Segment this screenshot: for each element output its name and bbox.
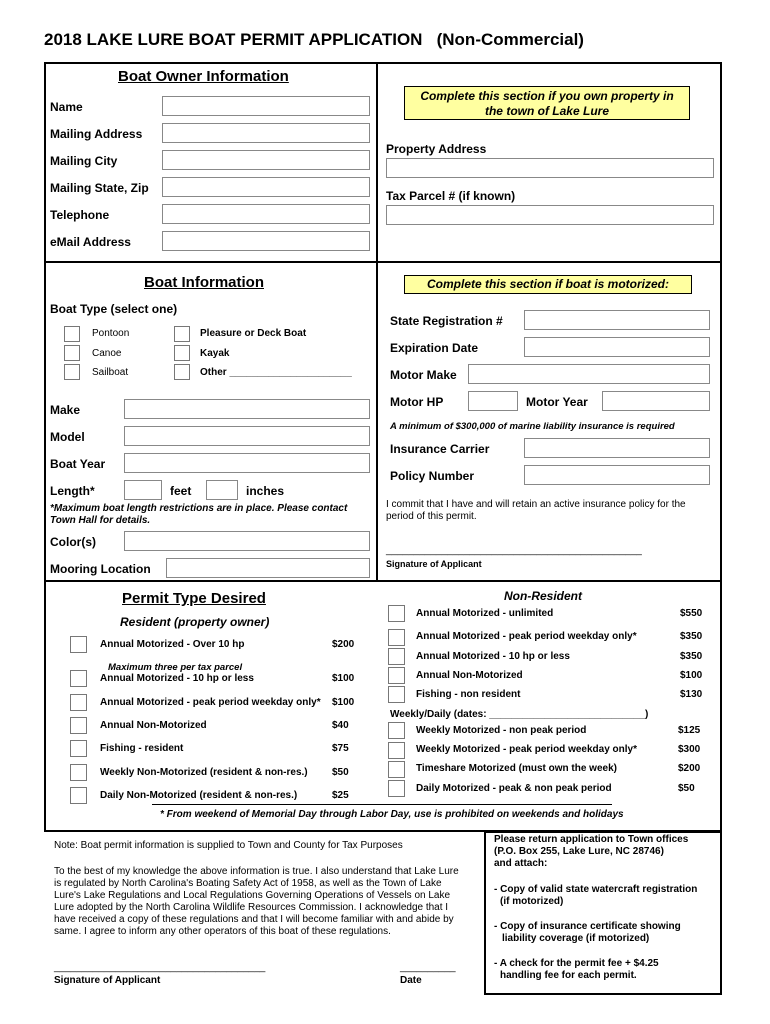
nonres-checkbox-5[interactable] (388, 686, 405, 703)
motor-hp-field[interactable] (468, 391, 518, 411)
weekly-checkbox-4[interactable] (388, 780, 405, 797)
telephone-label: Telephone (50, 208, 110, 222)
other-checkbox[interactable] (174, 364, 190, 380)
return-line-1: Please return application to Town offices (494, 834, 689, 845)
res-label-4: Annual Non-Motorized (100, 720, 207, 731)
res-price-5: $75 (332, 743, 349, 754)
res-label-7: Daily Non-Motorized (resident & non-res.) (100, 790, 298, 801)
mailing-state-zip-field[interactable] (162, 177, 370, 197)
model-field[interactable] (124, 426, 370, 446)
telephone-field[interactable] (162, 204, 370, 224)
weekly-price-3: $200 (678, 763, 701, 774)
motor-make-label: Motor Make (390, 368, 457, 382)
nonres-checkbox-1[interactable] (388, 605, 405, 622)
property-note: Complete this section if you own property in the town of Lake Lure (404, 86, 690, 120)
kayak-label: Kayak (200, 348, 230, 359)
attach-3: - A check for the permit fee + $4.25 (494, 958, 659, 969)
colors-label: Color(s) (50, 535, 96, 549)
motor-make-field[interactable] (468, 364, 710, 384)
attach-2b: liability coverage (if motorized) (502, 933, 650, 944)
bottom-sig-label: Signature of Applicant (54, 975, 161, 986)
kayak-checkbox[interactable] (174, 345, 190, 361)
canoe-checkbox[interactable] (64, 345, 80, 361)
nonres-price-4: $100 (680, 670, 703, 681)
weekly-price-4: $50 (678, 783, 695, 794)
sailboat-checkbox[interactable] (64, 364, 80, 380)
nonres-label-5: Fishing - non resident (416, 689, 521, 700)
weekly-price-1: $125 (678, 725, 701, 736)
state-reg-label: State Registration # (390, 314, 503, 328)
insurance-note: A minimum of $300,000 of marine liability insurance is required (390, 421, 675, 432)
nonres-label-3: Annual Motorized - 10 hp or less (416, 651, 570, 662)
email-label: eMail Address (50, 235, 131, 249)
res-price-3: $100 (332, 697, 355, 708)
nonres-header: Non-Resident (504, 589, 582, 603)
nonres-checkbox-3[interactable] (388, 648, 405, 665)
weekly-checkbox-2[interactable] (388, 742, 405, 759)
property-address-label: Property Address (386, 142, 487, 156)
mailing-state-zip-label: Mailing State, Zip (50, 181, 149, 195)
acknowledgement-text: To the best of my knowledge the above information is true. I also understand that Lake Lure is regulated by North Carolina's Boating Safety Act of 1958, as well as the Town of Lake Lure's Lake Regulations and Local Regulations Governing Operations of Vessels on Lake Lure adopted by the North Carolina Wildlife Resources Commission. I acknowledge that I have received a copy of these regulations and that I will become familiar with and abide by same. I agree to inform any other operators of this boat of these regulations. (54, 866, 459, 937)
owner-header: Boat Owner Information (118, 68, 289, 85)
nonres-checkbox-2[interactable] (388, 629, 405, 646)
carrier-label: Insurance Carrier (390, 442, 490, 456)
motor-year-label: Motor Year (526, 395, 588, 409)
tax-note: Note: Boat permit information is supplied to Town and County for Tax Purposes (54, 840, 403, 851)
bottom-sig-line[interactable]: ______________________________________ (54, 962, 266, 973)
res-checkbox-6[interactable] (70, 764, 87, 781)
weekly-label-4: Daily Motorized - peak & non peak period (416, 783, 612, 794)
sailboat-label: Sailboat (92, 367, 129, 378)
model-label: Model (50, 430, 85, 444)
divider (44, 261, 722, 263)
return-line-3: and attach: (494, 858, 548, 869)
mailing-address-field[interactable] (162, 123, 370, 143)
weekly-label-1: Weekly Motorized - non peak period (416, 725, 587, 736)
pleasure-label: Pleasure or Deck Boat (200, 328, 307, 339)
nonres-price-2: $350 (680, 631, 703, 642)
res-label-2: Annual Motorized - 10 hp or less (100, 673, 254, 684)
expiration-field[interactable] (524, 337, 710, 357)
state-reg-field[interactable] (524, 310, 710, 330)
divider (376, 62, 378, 582)
resident-header: Resident (property owner) (120, 615, 270, 629)
attach-2: - Copy of insurance certificate showing (494, 921, 681, 932)
make-field[interactable] (124, 399, 370, 419)
bottom-date-line[interactable]: __________ (400, 962, 456, 973)
length-inches-field[interactable] (206, 480, 238, 500)
make-label: Make (50, 403, 81, 417)
feet-label: feet (170, 484, 192, 498)
res-checkbox-5[interactable] (70, 740, 87, 757)
permit-footnote: * From weekend of Memorial Day through Labor Day, use is prohibited on weekends and holidays (160, 809, 624, 820)
tax-parcel-label: Tax Parcel # (if known) (386, 189, 516, 203)
nonres-label-1: Annual Motorized - unlimited (416, 608, 554, 619)
nonres-price-1: $550 (680, 608, 703, 619)
page-title: 2018 LAKE LURE BOAT PERMIT APPLICATION (Non-Commercial) (44, 30, 584, 49)
nonres-price-5: $130 (680, 689, 703, 700)
name-label: Name (50, 100, 83, 114)
res-price-1: $200 (332, 639, 355, 650)
res-price-4: $40 (332, 720, 349, 731)
property-address-field[interactable] (386, 158, 714, 178)
colors-field[interactable] (124, 531, 370, 551)
weekly-checkbox-1[interactable] (388, 722, 405, 739)
footnote-rule (152, 804, 612, 805)
weekly-label-2: Weekly Motorized - peak period weekday only* (416, 744, 637, 755)
nonres-checkbox-4[interactable] (388, 667, 405, 684)
res-label-3: Annual Motorized - peak period weekday only* (100, 697, 321, 708)
res-price-7: $25 (332, 790, 349, 801)
other-label: Other ______________________ (200, 367, 352, 378)
policy-field[interactable] (524, 465, 710, 485)
res-price-6: $50 (332, 767, 349, 778)
mailing-city-field[interactable] (162, 150, 370, 170)
boat-year-label: Boat Year (50, 457, 106, 471)
inches-label: inches (246, 484, 285, 498)
weekly-price-2: $300 (678, 744, 701, 755)
permit-header: Permit Type Desired (122, 590, 266, 607)
boat-header: Boat Information (144, 274, 264, 291)
mooring-label: Mooring Location (50, 562, 151, 576)
motor-hp-label: Motor HP (390, 395, 444, 409)
expiration-label: Expiration Date (390, 341, 479, 355)
policy-label: Policy Number (390, 469, 475, 483)
res-label-5: Fishing - resident (100, 743, 184, 754)
boat-type-label: Boat Type (select one) (50, 302, 178, 316)
length-feet-field[interactable] (124, 480, 162, 500)
res-checkbox-2[interactable] (70, 670, 87, 687)
email-field[interactable] (162, 231, 370, 251)
name-field[interactable] (162, 96, 370, 116)
res-checkbox-7[interactable] (70, 787, 87, 804)
nonres-label-4: Annual Non-Motorized (416, 670, 523, 681)
pleasure-checkbox[interactable] (174, 326, 190, 342)
canoe-label: Canoe (92, 348, 122, 359)
divider (44, 580, 722, 582)
motor-sig-label: Signature of Applicant (386, 559, 482, 569)
nonres-label-2: Annual Motorized - peak period weekday only* (416, 631, 637, 642)
res-checkbox-3[interactable] (70, 694, 87, 711)
boat-year-field[interactable] (124, 453, 370, 473)
length-label: Length* (50, 484, 95, 498)
nonres-price-3: $350 (680, 651, 703, 662)
res-label-1: Annual Motorized - Over 10 hp (100, 639, 245, 650)
motor-year-field[interactable] (602, 391, 710, 411)
mooring-field[interactable] (166, 558, 370, 578)
length-note: *Maximum boat length restrictions are in place. Please contact Town Hall for details. (50, 503, 348, 526)
res-price-2: $100 (332, 673, 355, 684)
attach-1b: (if motorized) (500, 896, 564, 907)
mailing-address-label: Mailing Address (50, 127, 143, 141)
carrier-field[interactable] (524, 438, 710, 458)
weekly-daily-label: Weekly/Daily (dates: ____________________________) (390, 709, 649, 720)
parcel-note: Maximum three per tax parcel (108, 662, 243, 673)
tax-parcel-field[interactable] (386, 205, 714, 225)
attach-3b: handling fee for each permit. (500, 970, 637, 981)
motor-sig-line[interactable]: ______________________________________________ (386, 545, 642, 556)
bottom-date-label: Date (400, 975, 422, 986)
commit-text: I commit that I have and will retain an active insurance policy for the period of this permit. (386, 499, 686, 522)
res-checkbox-4[interactable] (70, 717, 87, 734)
pontoon-label: Pontoon (92, 328, 130, 339)
motor-note: Complete this section if boat is motorized: (404, 275, 692, 294)
pontoon-checkbox[interactable] (64, 326, 80, 342)
attach-1: - Copy of valid state watercraft registration (494, 884, 698, 895)
weekly-label-3: Timeshare Motorized (must own the week) (416, 763, 617, 774)
return-line-2: (P.O. Box 255, Lake Lure, NC 28746) (494, 846, 664, 857)
res-checkbox-1[interactable] (70, 636, 87, 653)
weekly-checkbox-3[interactable] (388, 761, 405, 778)
mailing-city-label: Mailing City (50, 154, 118, 168)
res-label-6: Weekly Non-Motorized (resident & non-res.) (100, 767, 308, 778)
